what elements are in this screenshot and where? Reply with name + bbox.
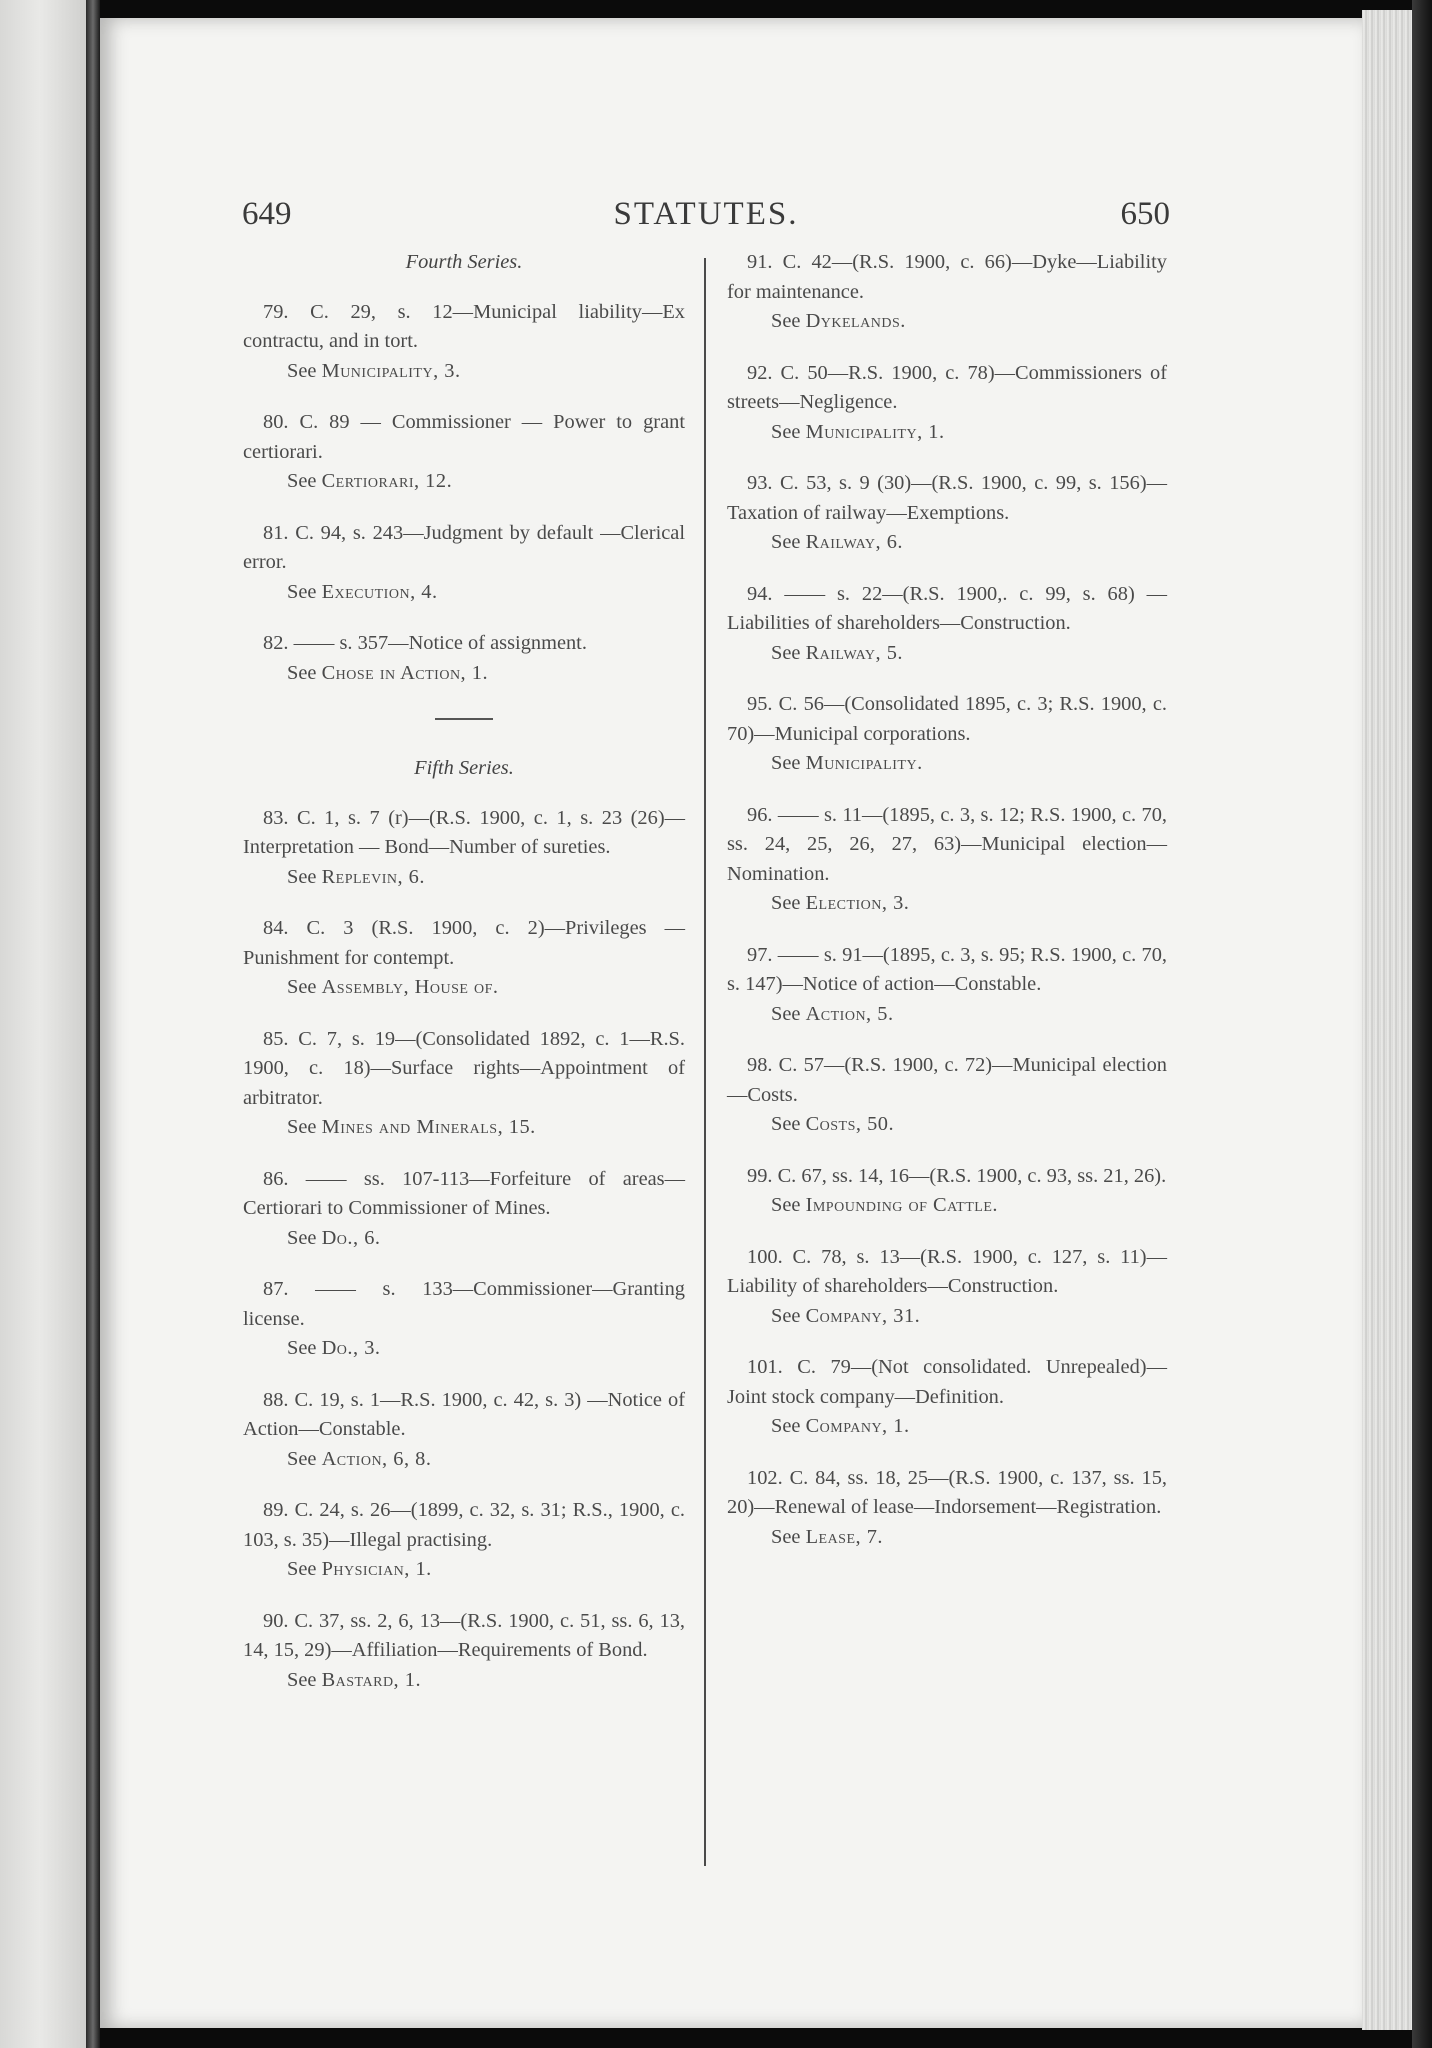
see-label: See (771, 310, 801, 332)
statute-entry (243, 1025, 685, 1143)
cross-reference (243, 1555, 685, 1585)
cross-reference (727, 1000, 1167, 1030)
statute-entry (727, 1162, 1167, 1221)
statute-entry (727, 690, 1167, 779)
see-reference: Physician, 1. (321, 1558, 432, 1580)
see-label: See (771, 420, 801, 443)
entry-text: 102. C. 84, ss. 18, 25—(R.S. 1900, c. 137, ss. 15, 20)—Renewal of lease—Indorsement—Registration. (727, 1466, 1167, 1518)
cross-reference (243, 659, 685, 689)
statute-entry (243, 1496, 685, 1585)
statute-entry (727, 248, 1167, 337)
cross-reference (243, 1445, 685, 1475)
cross-reference (727, 1412, 1167, 1442)
entry-text: 88. C. 19, s. 1—R.S. 1900, c. 42, s. 3) —Notice of Action—Constable. (243, 1388, 685, 1440)
running-title: STATUTES. (613, 196, 799, 232)
cross-reference (727, 1110, 1167, 1140)
section-rule (435, 718, 493, 720)
cross-reference (243, 1666, 685, 1696)
entry-text: 80. C. 89 — Commissioner — Power to grant certiorari. (243, 411, 685, 463)
see-label: See (287, 1226, 317, 1249)
statute-entry (243, 629, 685, 688)
statute-entry (243, 1275, 685, 1364)
cross-reference (727, 528, 1167, 558)
see-reference: Assembly, House of. (321, 976, 499, 998)
entry-text: 90. C. 37, ss. 2, 6, 13—(R.S. 1900, c. 51, ss. 6, 13, 14, 15, 29)—Affiliation—Requirements of Bond. (243, 1609, 685, 1661)
see-label: See (771, 531, 801, 553)
see-reference: Municipality. (805, 752, 923, 774)
see-label: See (771, 641, 801, 664)
entry-text: 89. C. 24, s. 26—(1899, c. 32, s. 31; R.S., 1900, c. 103, s. 35)—Illegal practising. (243, 1499, 685, 1551)
see-label: See (771, 1113, 801, 1135)
statute-entry (727, 580, 1167, 669)
see-label: See (771, 1415, 801, 1437)
page-header (242, 196, 1170, 236)
statute-entry (243, 298, 685, 387)
see-label: See (771, 892, 801, 914)
entry-text: 86. —— ss. 107-113—Forfeiture of areas—Certiorari to Commissioner of Mines. (243, 1167, 685, 1219)
cross-reference (243, 357, 685, 387)
entry-text: 84. C. 3 (R.S. 1900, c. 2)—Privileges —Punishment for contempt. (243, 917, 685, 969)
see-reference: Impounding of Cattle. (805, 1194, 998, 1216)
cross-reference (243, 973, 685, 1003)
cross-reference (243, 1224, 685, 1254)
see-reference: Chose in Action, 1. (321, 661, 489, 684)
see-label: See (287, 865, 317, 888)
cross-reference (243, 1113, 685, 1143)
page-number-left: 649 (242, 196, 292, 232)
cross-reference (243, 863, 685, 893)
see-label: See (287, 661, 317, 684)
entry-text: 97. —— s. 91—(1895, c. 3, s. 95; R.S. 1900, c. 70, s. 147)—Notice of action—Constable. (727, 943, 1167, 995)
statute-entry (727, 1051, 1167, 1140)
statute-entry (243, 408, 685, 497)
page-stack-edge (1362, 10, 1412, 2030)
see-label: See (771, 1304, 801, 1327)
book-cover-edge (1412, 0, 1432, 2048)
entry-text: 87. —— s. 133—Commissioner—Granting license. (243, 1278, 685, 1330)
statute-entry (243, 519, 685, 608)
statute-entry (243, 1165, 685, 1254)
see-label: See (287, 359, 317, 382)
see-reference: Costs, 50. (805, 1113, 895, 1135)
entry-text: 83. C. 1, s. 7 (r)—(R.S. 1900, c. 1, s. 23 (26)—Interpretation — Bond—Number of sureties. (243, 806, 685, 858)
entry-text: 81. C. 94, s. 243—Judgment by default —Clerical error. (243, 521, 685, 573)
cross-reference (727, 307, 1167, 337)
see-label: See (771, 1002, 801, 1025)
entry-text: 92. C. 50—R.S. 1900, c. 78)—Commissioners of streets—Negligence. (727, 361, 1167, 413)
cross-reference (727, 418, 1167, 448)
cross-reference (727, 1302, 1167, 1332)
see-label: See (287, 1668, 317, 1691)
see-reference: Dykelands. (805, 310, 906, 332)
see-label: See (771, 1194, 801, 1216)
statute-entry (243, 1386, 685, 1475)
see-reference: Certiorari, 12. (321, 470, 453, 492)
cross-reference (727, 889, 1167, 919)
book-binding-left (0, 0, 100, 2048)
see-reference: Replevin, 6. (321, 865, 425, 888)
entry-text: 93. C. 53, s. 9 (30)—(R.S. 1900, c. 99, s. 156)—Taxation of railway—Exemptions. (727, 472, 1167, 524)
see-reference: Bastard, 1. (321, 1668, 422, 1691)
statute-entry (727, 469, 1167, 558)
right-column (727, 248, 1167, 1574)
statute-entry (243, 804, 685, 893)
statute-entry (727, 1353, 1167, 1442)
statute-entry (727, 941, 1167, 1030)
see-reference: Election, 3. (805, 892, 910, 914)
see-label: See (287, 580, 317, 603)
cross-reference (727, 639, 1167, 669)
see-reference: Do., 3. (321, 1337, 381, 1359)
statute-entry (727, 801, 1167, 919)
cross-reference (243, 467, 685, 497)
page-number-right: 650 (1120, 196, 1170, 232)
see-reference: Mines and Minerals, 15. (321, 1116, 536, 1138)
see-label: See (287, 976, 317, 998)
see-label: See (287, 1558, 317, 1580)
statute-entry (727, 1243, 1167, 1332)
see-reference: Company, 31. (805, 1304, 921, 1327)
statute-entry (243, 1607, 685, 1696)
see-label: See (771, 752, 801, 774)
series-heading-fourth: Fourth Series. (405, 251, 523, 273)
see-label: See (287, 1447, 317, 1470)
see-label: See (287, 1116, 317, 1138)
statute-entry (727, 1464, 1167, 1553)
cross-reference (243, 578, 685, 608)
see-reference: Action, 6, 8. (321, 1447, 432, 1470)
entry-text: 94. —— s. 22—(R.S. 1900,. c. 99, s. 68) —Liabilities of shareholders—Construction. (727, 582, 1167, 634)
entry-text: 91. C. 42—(R.S. 1900, c. 66)—Dyke—Liability for maintenance. (727, 251, 1167, 303)
see-label: See (287, 1337, 317, 1359)
see-reference: Execution, 4. (321, 580, 438, 603)
statute-entry (727, 359, 1167, 448)
see-reference: Municipality, 3. (321, 359, 461, 382)
statute-entry (243, 914, 685, 1003)
entry-text: 99. C. 67, ss. 14, 16—(R.S. 1900, c. 93, ss. 21, 26). (747, 1164, 1167, 1187)
see-reference: Company, 1. (805, 1415, 910, 1437)
entry-text: 95. C. 56—(Consolidated 1895, c. 3; R.S. 1900, c. 70)—Municipal corporations. (727, 693, 1167, 745)
see-reference: Railway, 6. (805, 531, 904, 553)
see-label: See (287, 470, 317, 492)
entry-text: 82. —— s. 357—Notice of assignment. (263, 632, 587, 654)
cross-reference (727, 749, 1167, 779)
column-divider (704, 258, 706, 1866)
see-reference: Do., 6. (321, 1226, 381, 1249)
entry-text: 101. C. 79—(Not consolidated. Unrepealed)—Joint stock company—Definition. (727, 1356, 1167, 1408)
entry-text: 98. C. 57—(R.S. 1900, c. 72)—Municipal election—Costs. (727, 1054, 1167, 1106)
entry-text: 100. C. 78, s. 13—(R.S. 1900, c. 127, s. 11)—Liability of shareholders—Construction. (727, 1245, 1167, 1297)
cross-reference (243, 1334, 685, 1364)
entry-text: 96. —— s. 11—(1895, c. 3, s. 12; R.S. 1900, c. 70, ss. 24, 25, 26, 27, 63)—Municipal election—Nomination. (727, 803, 1167, 885)
see-label: See (771, 1525, 801, 1548)
see-reference: Municipality, 1. (805, 420, 945, 443)
entry-text: 85. C. 7, s. 19—(Consolidated 1892, c. 1—R.S. 1900, c. 18)—Surface rights—Appointment of arbitrator. (243, 1027, 685, 1109)
see-reference: Lease, 7. (805, 1525, 884, 1548)
left-column (243, 248, 685, 1717)
series-heading-fifth: Fifth Series. (414, 757, 514, 779)
entry-text: 79. C. 29, s. 12—Municipal liability—Ex contractu, and in tort. (243, 300, 685, 352)
cross-reference (727, 1191, 1167, 1221)
cross-reference (727, 1523, 1167, 1553)
see-reference: Railway, 5. (805, 641, 904, 664)
see-reference: Action, 5. (805, 1002, 894, 1025)
